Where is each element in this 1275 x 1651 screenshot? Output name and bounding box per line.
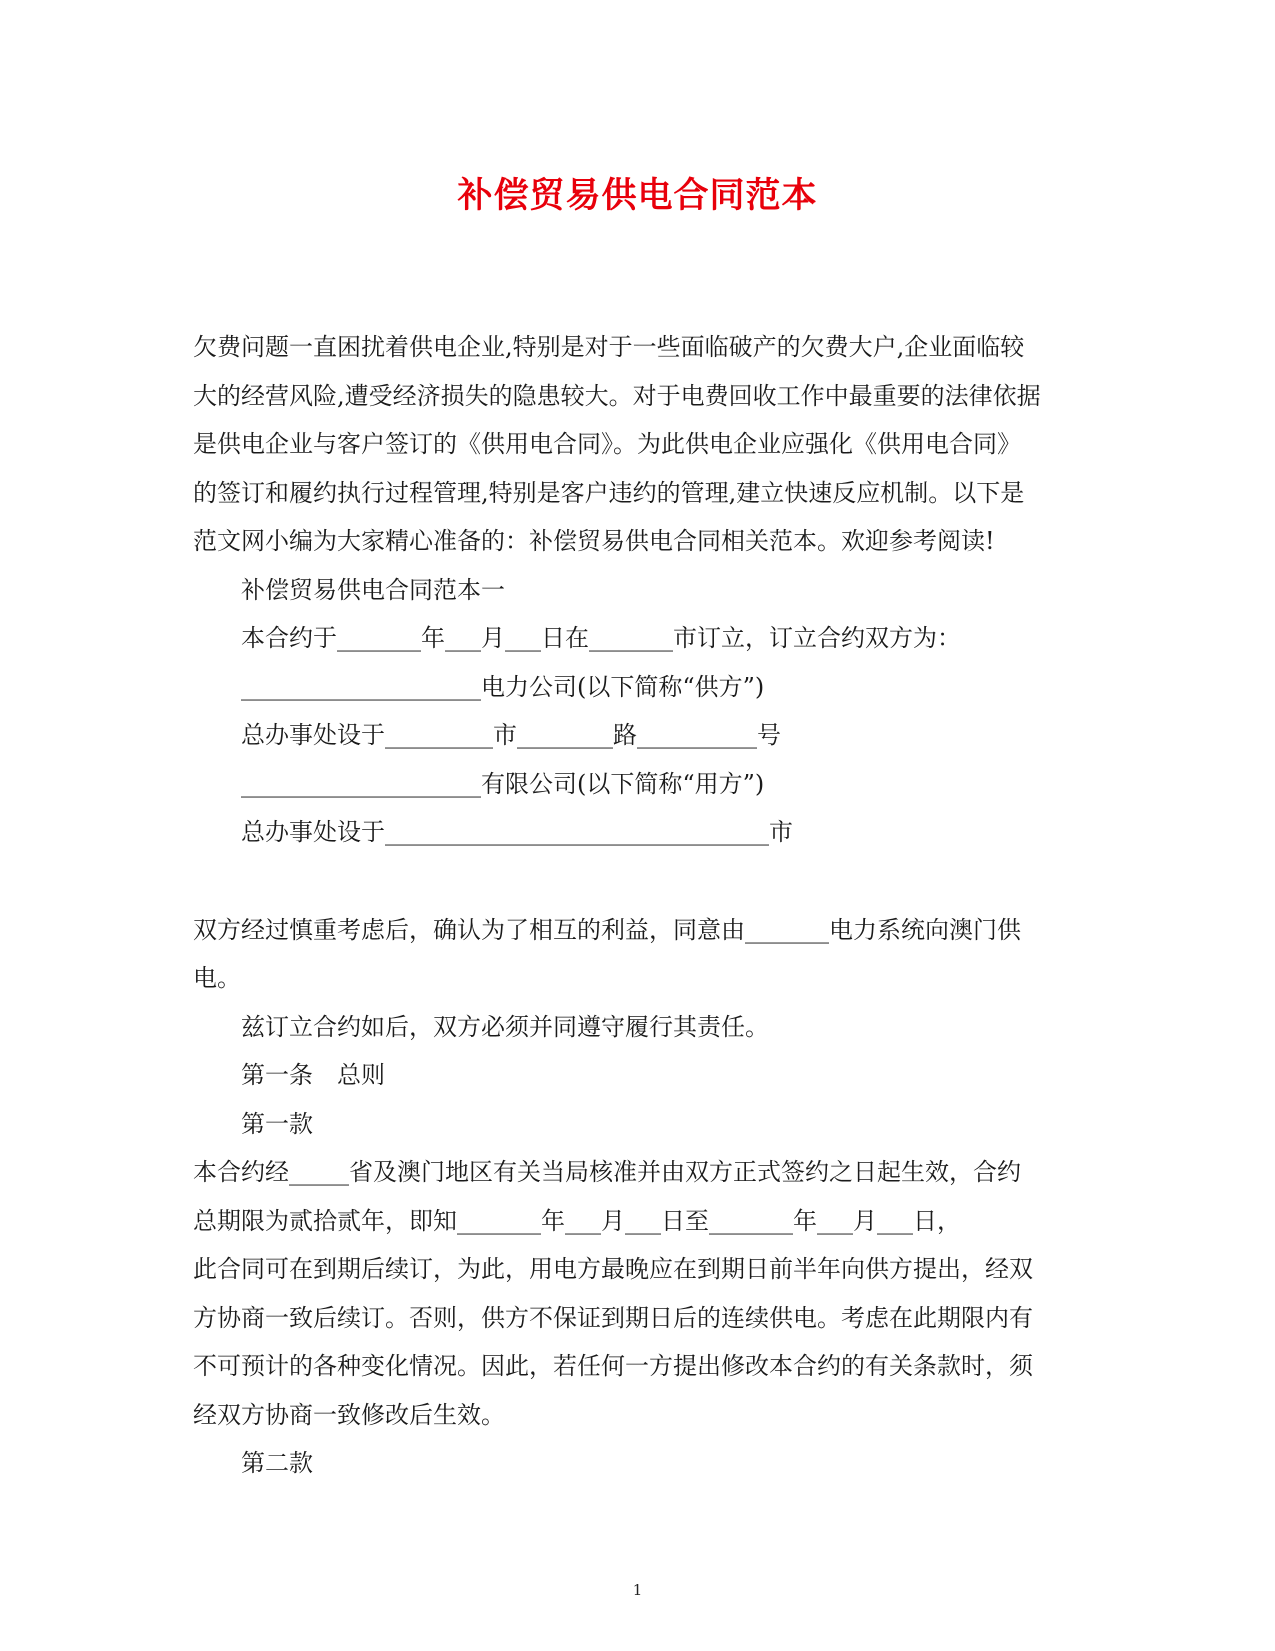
document-title: 补偿贸易供电合同范本 — [457, 176, 818, 216]
agreement-statement: 兹订立合约如后，双方必须并同遵守履行其责任。 — [241, 1012, 769, 1041]
intro-line-2: 大的经营风险,遭受经济损失的隐患较大。对于电费回收工作中最重要的法律依据 — [193, 381, 1041, 410]
clause-1-line-5: 不可预计的各种变化情况。因此，若任何一方提出修改本合约的有关条款时，须 — [193, 1352, 1033, 1380]
supplier-address-line: 总办事处设于_________市________路__________号 — [241, 721, 781, 749]
agreement-line-2: 电。 — [193, 964, 241, 992]
supplier-name-line: ____________________电力公司(以下简称“供方”) — [241, 672, 765, 701]
intro-line-4: 的签订和履约执行过程管理,特别是客户违约的管理,建立快速反应机制。以下是 — [193, 478, 1025, 507]
clause-1-line-2: 总期限为贰拾贰年，即知_______年___月___日至_______年___月___日， — [193, 1206, 961, 1235]
clause-1-line-3: 此合同可在到期后续订，为此，用电方最晚应在到期日前半年向供方提出，经双 — [193, 1255, 1033, 1283]
clause-1-heading: 第一款 — [241, 1109, 313, 1138]
intro-line-3: 是供电企业与客户签订的《供用电合同》。为此供电企业应强化《供用电合同》 — [193, 430, 1021, 458]
document-body — [193, 323, 1083, 1488]
sample-heading: 补偿贸易供电合同范本一 — [241, 575, 505, 604]
intro-line-5: 范文网小编为大家精心准备的：补偿贸易供电合同相关范本。欢迎参考阅读! — [193, 527, 995, 555]
clause-2-heading: 第二款 — [241, 1449, 313, 1477]
agreement-line-1: 双方经过慎重考虑后，确认为了相互的利益，同意由_______电力系统向澳门供 — [193, 915, 1021, 944]
user-address-line: 总办事处设于________________________________市 — [241, 818, 793, 846]
blank-line — [193, 857, 1083, 906]
contract-date-line: 本合约于_______年___月___日在_______市订立，订立合约双方为： — [241, 624, 961, 652]
page-number: 1 — [632, 1581, 643, 1599]
clause-1-line-4: 方协商一致后续订。否则，供方不保证到期日后的连续供电。考虑在此期限内有 — [193, 1303, 1033, 1332]
user-name-line: ____________________有限公司(以下简称“用方”) — [241, 769, 765, 798]
intro-line-1: 欠费问题一直困扰着供电企业,特别是对于一些面临破产的欠费大户,企业面临较 — [193, 333, 1025, 361]
clause-1-line-1: 本合约经_____省及澳门地区有关当局核准并由双方正式签约之日起生效，合约 — [193, 1158, 1021, 1186]
clause-1-line-6: 经双方协商一致修改后生效。 — [193, 1400, 505, 1429]
article-1-heading: 第一条 总则 — [241, 1061, 385, 1089]
